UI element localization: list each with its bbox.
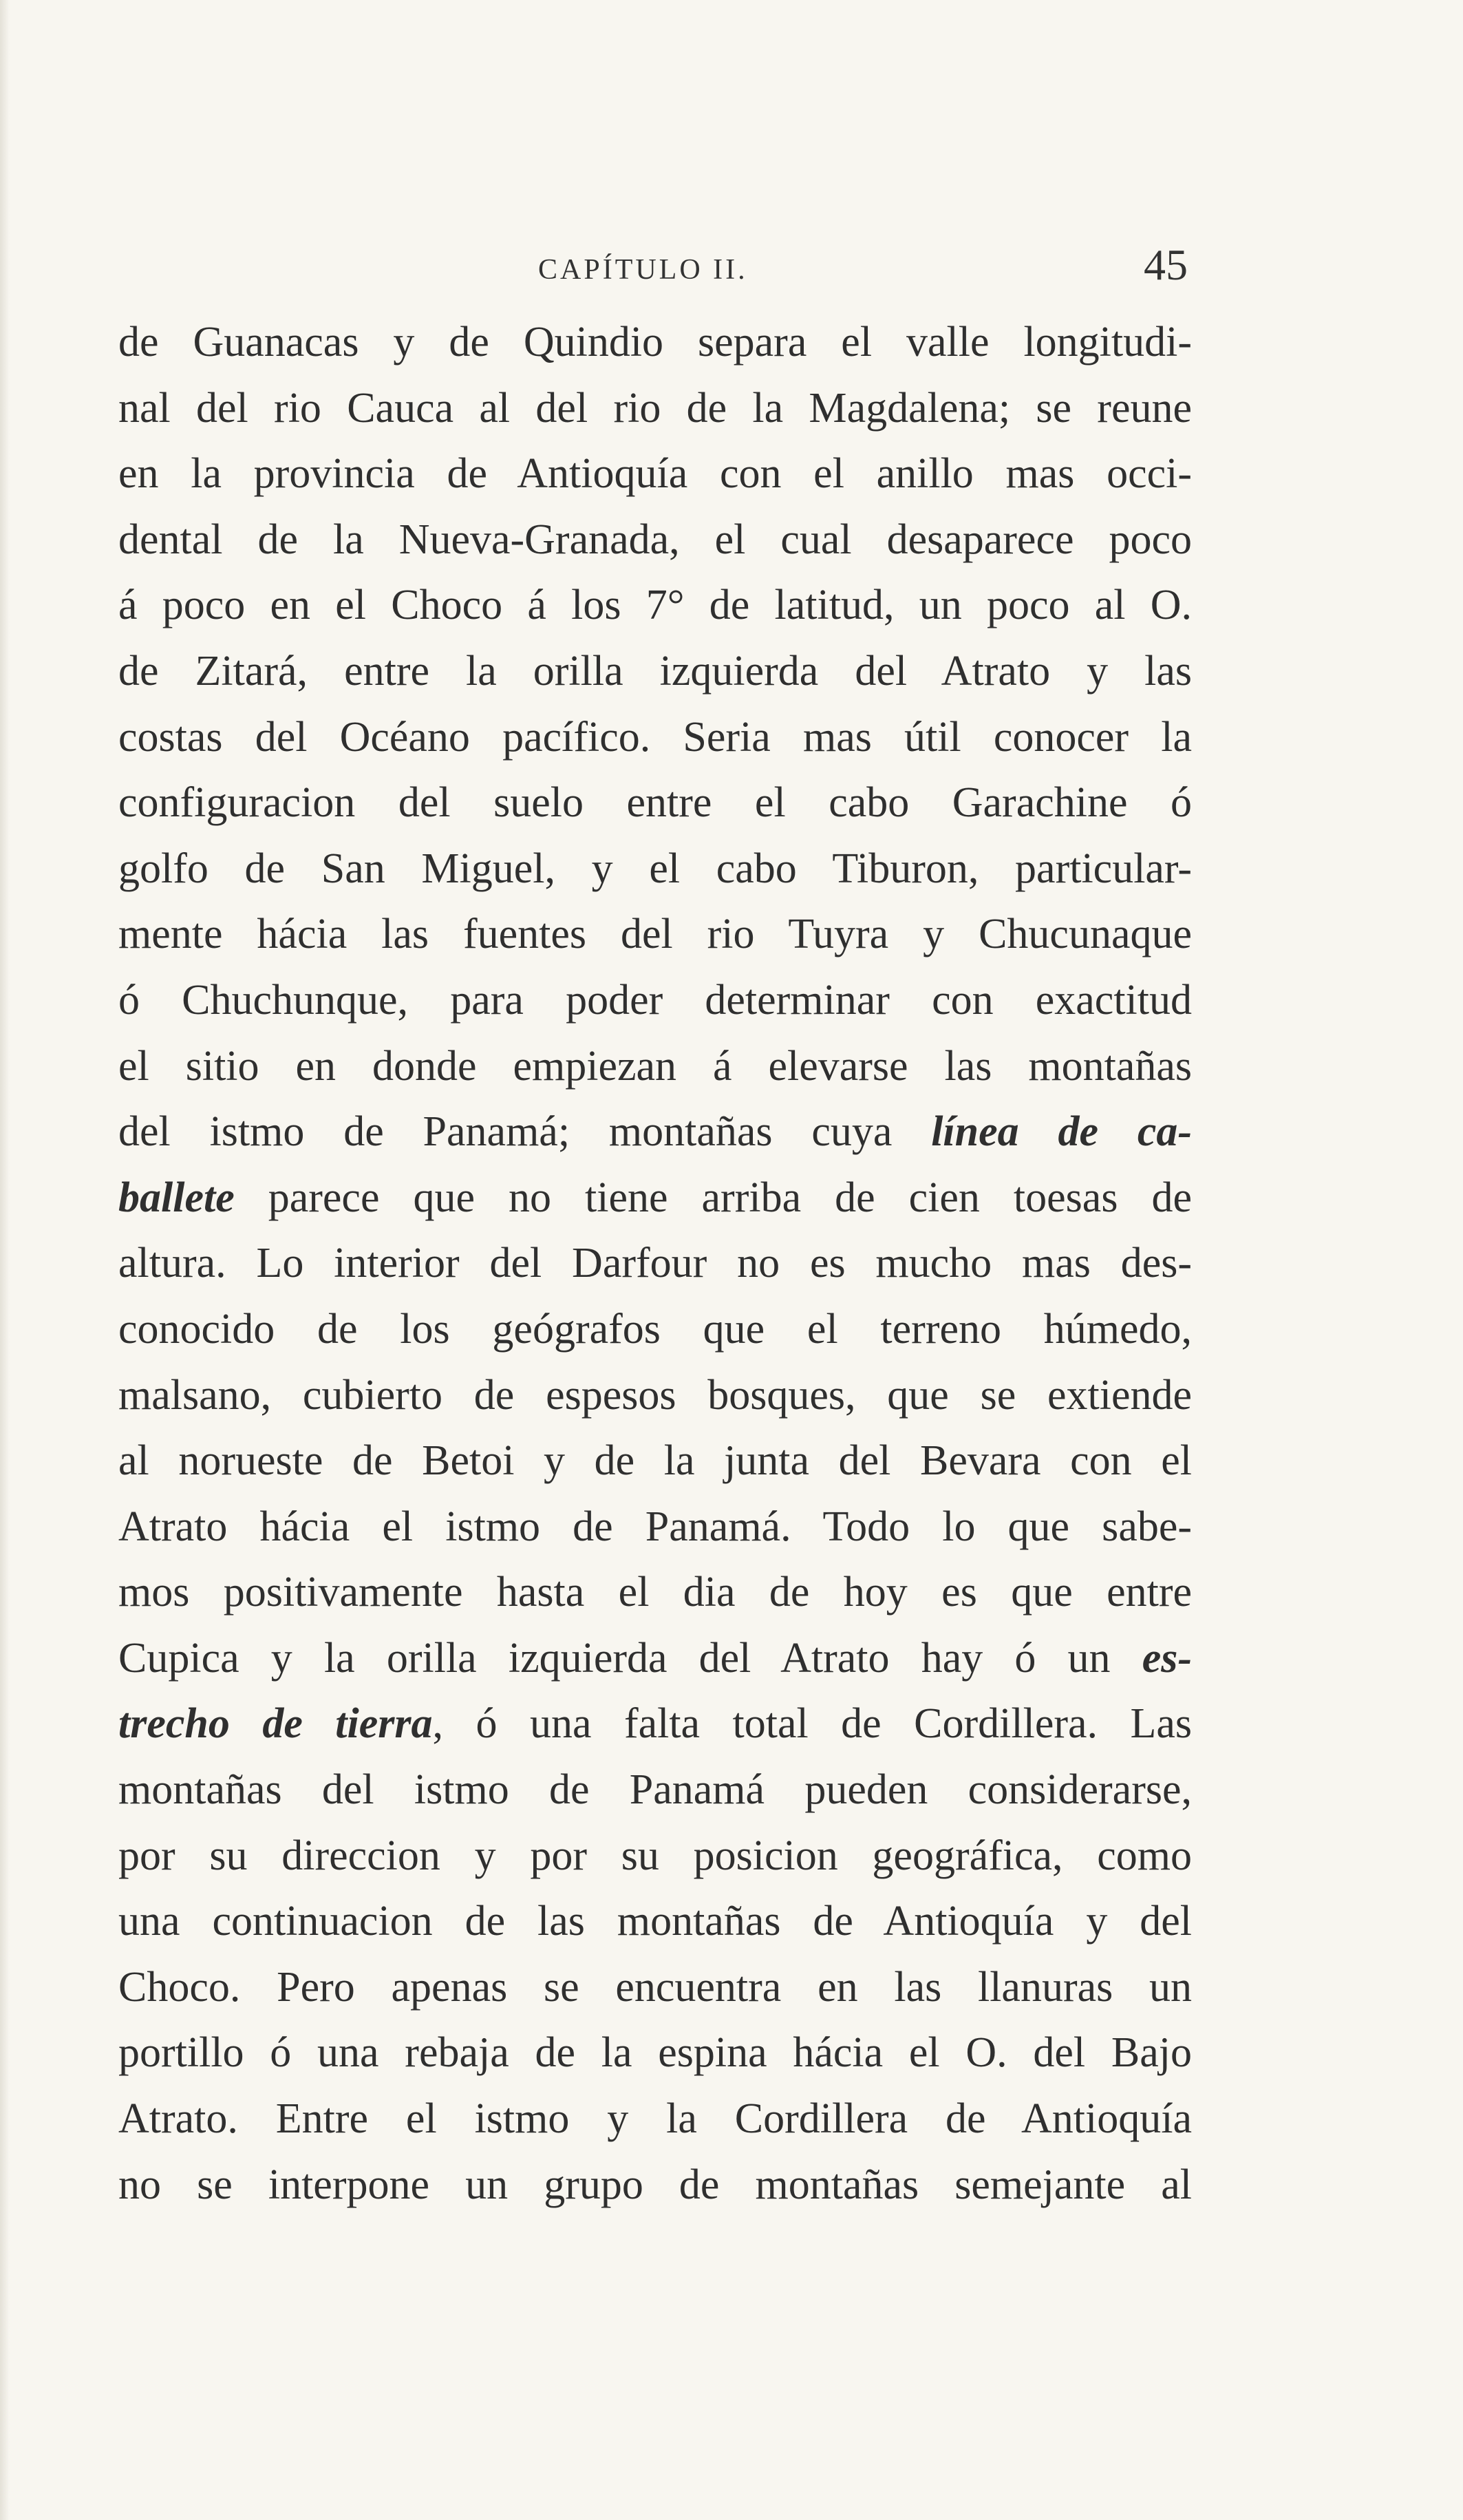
text-run: golfo de San Miguel, y el cabo Tiburon, particular-	[118, 845, 1192, 892]
italic-phrase: es-	[1142, 1634, 1192, 1682]
text-run: el sitio en donde empiezan á elevarse las montañas	[118, 1042, 1192, 1090]
text-line	[118, 310, 1192, 376]
text-line	[118, 1099, 1192, 1165]
text-line	[118, 2020, 1192, 2086]
text-run: mos positivamente hasta el dia de hoy es que entre	[118, 1569, 1192, 1616]
text-line	[118, 441, 1192, 507]
body-text	[118, 310, 1192, 2218]
text-run: á poco en el Choco á los 7° de latitud, un poco al O.	[118, 582, 1192, 629]
italic-phrase: ballete	[118, 1174, 235, 1221]
text-run: no se interpone un grupo de montañas semejante al	[118, 2161, 1192, 2208]
text-line	[118, 1757, 1192, 1823]
text-line	[118, 1494, 1192, 1560]
text-run: conocido de los geógrafos que el terreno húmedo,	[118, 1305, 1192, 1353]
text-line	[118, 902, 1192, 968]
text-line	[118, 2152, 1192, 2219]
text-line	[118, 705, 1192, 771]
text-run: mente hácia las fuentes del rio Tuyra y Chucunaque	[118, 911, 1192, 958]
text-line	[118, 836, 1192, 902]
text-run: costas del Océano pacífico. Seria mas útil conocer la	[118, 713, 1192, 761]
text-run: una continuacion de las montañas de Antioquía y del	[118, 1898, 1192, 1945]
running-head	[0, 240, 1463, 295]
page-edge-shadow	[0, 0, 10, 2520]
text-run: Atrato hácia el istmo de Panamá. Todo lo que sabe-	[118, 1503, 1192, 1550]
text-run: de Zitará, entre la orilla izquierda del Atrato y las	[118, 647, 1192, 695]
text-line	[118, 1955, 1192, 2021]
text-run: nal del rio Cauca al del rio de la Magdalena; se reune	[118, 384, 1192, 432]
text-run: parece que no tiene arriba de cien toesas de	[234, 1174, 1192, 1221]
text-run: , ó una falta total de Cordillera. Las	[432, 1700, 1193, 1748]
text-line	[118, 507, 1192, 573]
text-run: al norueste de Betoi y de la junta del Bevara con el	[118, 1437, 1192, 1485]
text-run: configuracion del suelo entre el cabo Garachine ó	[118, 779, 1192, 827]
text-line	[118, 1363, 1192, 1429]
text-line	[118, 376, 1192, 442]
text-run: de Guanacas y de Quindio separa el valle longitudi-	[118, 319, 1192, 366]
text-run: montañas del istmo de Panamá pueden considerarse,	[118, 1766, 1192, 1814]
text-run: portillo ó una rebaja de la espina hácia el O. del Bajo	[118, 2029, 1192, 2077]
text-run: Choco. Pero apenas se encuentra en las llanuras un	[118, 1963, 1192, 2011]
text-run: en la provincia de Antioquía con el anillo mas occi-	[118, 450, 1192, 498]
text-run: altura. Lo interior del Darfour no es mucho mas des-	[118, 1240, 1192, 1287]
text-line	[118, 1428, 1192, 1494]
text-line	[118, 1560, 1192, 1626]
text-run: ó Chuchunque, para poder determinar con exactitud	[118, 976, 1192, 1024]
text-run: Atrato. Entre el istmo y la Cordillera de Antioquía	[118, 2095, 1192, 2143]
italic-phrase: trecho de tierra	[118, 1700, 433, 1748]
page-number: 45	[1144, 240, 1188, 289]
text-line	[118, 573, 1192, 639]
text-line	[118, 770, 1192, 836]
text-run: Cupica y la orilla izquierda del Atrato hay ó un	[118, 1634, 1142, 1682]
text-line	[118, 1889, 1192, 1955]
text-line	[118, 1691, 1192, 1757]
text-line	[118, 1297, 1192, 1363]
text-run: malsano, cubierto de espesos bosques, que se extiende	[118, 1371, 1192, 1419]
text-line	[118, 1165, 1192, 1231]
text-line	[118, 1231, 1192, 1297]
running-title: CAPÍTULO II.	[538, 254, 748, 286]
text-run: por su direccion y por su posicion geográfica, como	[118, 1832, 1192, 1879]
text-run: del istmo de Panamá; montañas cuya	[118, 1108, 932, 1156]
text-line	[118, 639, 1192, 705]
text-line	[118, 968, 1192, 1034]
text-line	[118, 1823, 1192, 1889]
text-line	[118, 1034, 1192, 1100]
text-line	[118, 1626, 1192, 1692]
text-run: dental de la Nueva-Granada, el cual desaparece poco	[118, 516, 1192, 563]
italic-phrase: línea de ca-	[931, 1108, 1192, 1156]
text-line	[118, 2086, 1192, 2152]
